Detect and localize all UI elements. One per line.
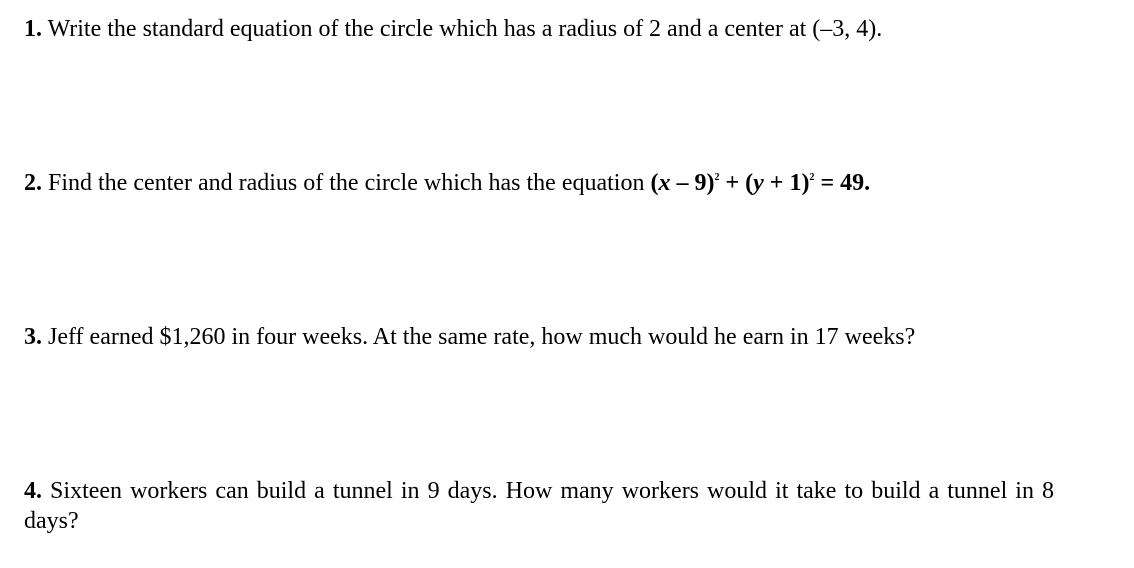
question-number: 1.	[24, 16, 42, 42]
question-number: 3.	[24, 324, 42, 350]
equation-rhs: = 49.	[814, 170, 871, 196]
question-text: Write the standard equation of the circle which has a radius of 2 and a center at (–3, 4).	[47, 16, 883, 42]
equation-exponent-1: 2	[714, 172, 720, 183]
question-text: Sixteen workers can build a tunnel in 9 days. How many workers would it take to build a tunnel in 8 days?	[24, 478, 1055, 534]
equation-exponent-2: 2	[809, 172, 815, 183]
question-text: Find the center and radius of the circle which has the equation	[48, 170, 645, 196]
question-3	[24, 322, 1064, 352]
equation-term-1: – 9)	[670, 170, 715, 196]
equation-variable-y: y	[753, 170, 764, 196]
question-2	[24, 168, 1064, 198]
equation-plus: + (	[719, 170, 754, 196]
question-4	[24, 476, 1054, 536]
equation-term-2: + 1)	[763, 170, 810, 196]
question-number: 4.	[24, 478, 42, 504]
circle-equation	[650, 170, 870, 196]
equation-variable-x: x	[658, 170, 671, 196]
question-number: 2.	[24, 170, 42, 196]
question-text: Jeff earned $1,260 in four weeks. At the same rate, how much would he earn in 17 weeks?	[48, 324, 916, 350]
equation-open-paren: (	[650, 170, 659, 196]
question-1	[24, 14, 1064, 44]
